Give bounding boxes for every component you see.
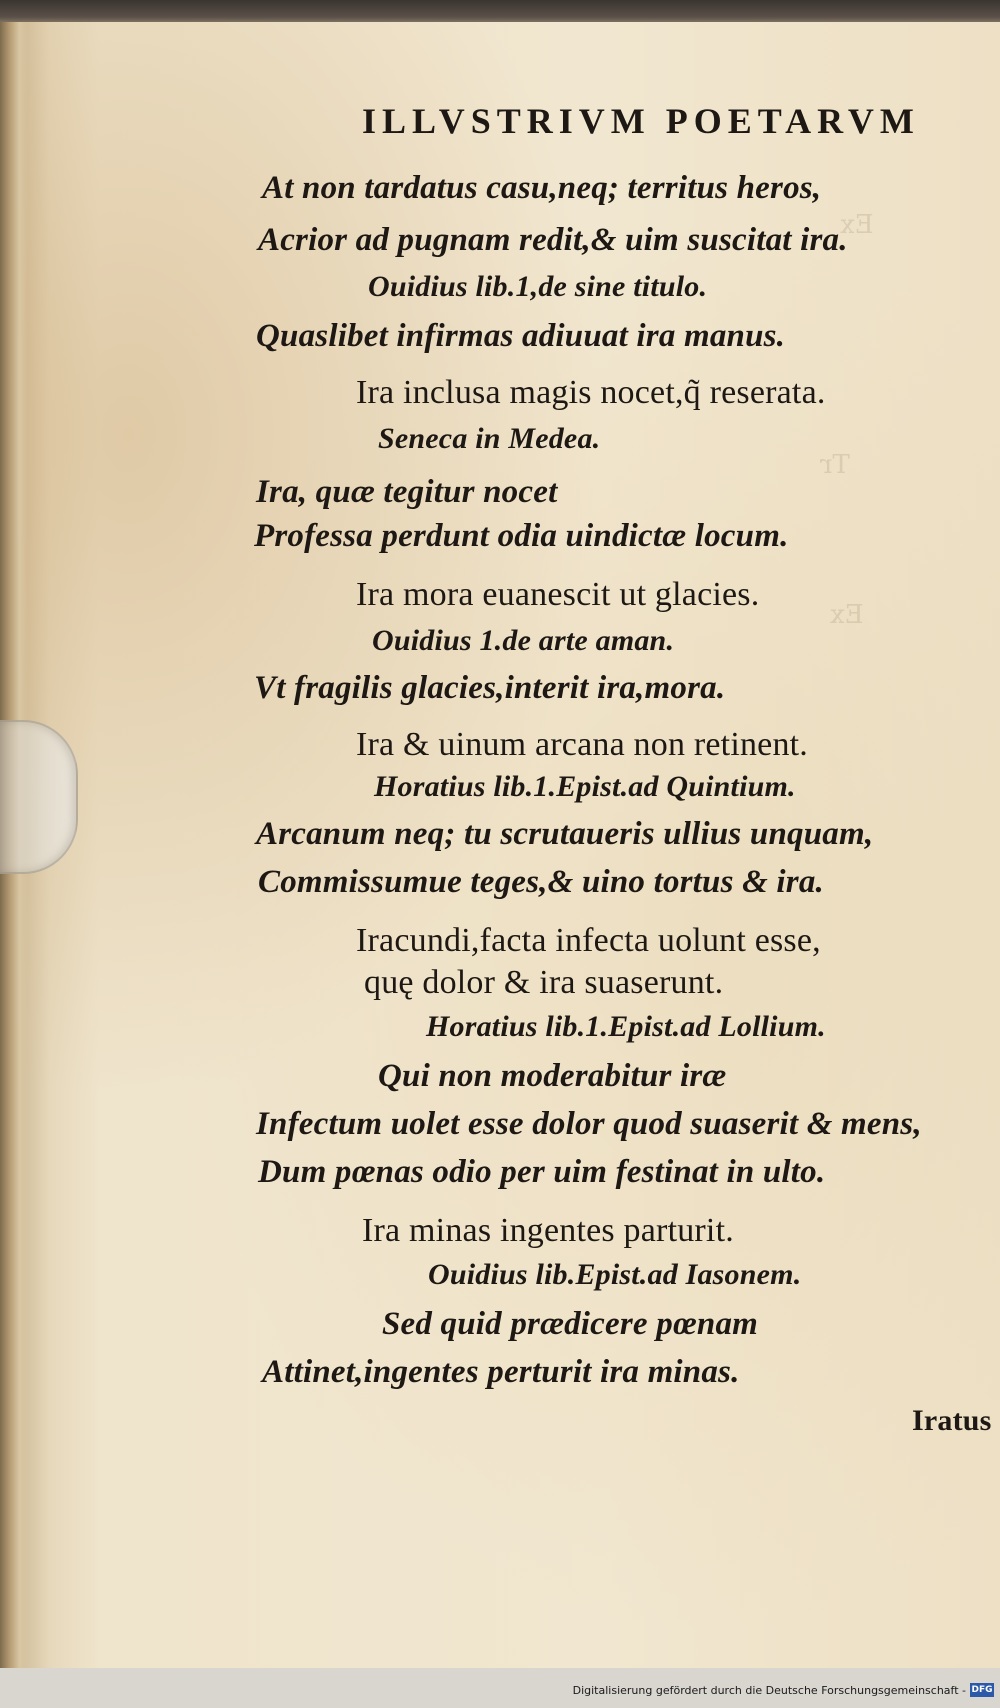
- text-line: At non tardatus casu,neq; territus heros,: [262, 170, 822, 206]
- maxim-line: quę dolor & ira suaserunt.: [364, 964, 724, 1001]
- maxim-line: Ira inclusa magis nocet,q̃ reserata.: [356, 374, 826, 411]
- maxim-line: Ira mora euanescit ut glacies.: [356, 576, 760, 613]
- text-line: Infectum uolet esse dolor quod suaserit & mens,: [256, 1106, 922, 1142]
- show-through-mark: Tr: [820, 450, 850, 480]
- source-citation: Ouidius lib.Epist.ad Iasonem.: [428, 1258, 802, 1291]
- show-through-mark: Ex: [840, 210, 874, 240]
- maxim-line: Iracundi,facta infecta uolunt esse,: [356, 922, 821, 959]
- show-through-mark: Ex: [830, 600, 864, 630]
- text-line: Vt fragilis glacies,interit ira,mora.: [254, 670, 726, 706]
- source-citation: Ouidius 1.de arte aman.: [372, 624, 675, 657]
- catchword: Iratus: [912, 1404, 992, 1437]
- text-line: Qui non moderabitur iræ: [378, 1058, 727, 1094]
- text-line: Commissumue teges,& uino tortus & ira.: [258, 864, 824, 900]
- source-citation: Horatius lib.1.Epist.ad Quintium.: [374, 770, 796, 803]
- book-top-edge: [0, 0, 1000, 24]
- maxim-line: Ira & uinum arcana non retinent.: [356, 726, 809, 763]
- digitization-credit: Digitalisierung gefördert durch die Deutsche Forschungsgemeinschaft -: [572, 1684, 966, 1697]
- source-citation: Ouidius lib.1,de sine titulo.: [368, 270, 708, 303]
- maxim-line: Ira minas ingentes parturit.: [362, 1212, 734, 1249]
- dfg-logo-icon: DFG: [971, 1685, 993, 1695]
- text-line: Professa perdunt odia uindictæ locum.: [254, 518, 789, 554]
- text-line: Acrior ad pugnam redit,& uim suscitat ira.: [258, 222, 848, 258]
- source-citation: Horatius lib.1.Epist.ad Lollium.: [426, 1010, 826, 1043]
- text-line: Arcanum neq; tu scrutaueris ullius unquam,: [256, 816, 874, 852]
- text-line: Sed quid prædicere pœnam: [382, 1306, 759, 1342]
- text-line: Quaslibet infirmas adiuuat ira manus.: [256, 318, 786, 354]
- running-head: ILLVSTRIVM POETARVM: [362, 101, 920, 141]
- text-line: Ira, quæ tegitur nocet: [256, 474, 558, 510]
- text-line: Dum pœnas odio per uim festinat in ulto.: [258, 1154, 826, 1190]
- text-line: Attinet,ingentes perturit ira minas.: [262, 1354, 740, 1390]
- source-citation: Seneca in Medea.: [378, 422, 601, 455]
- page-clip: [0, 720, 78, 874]
